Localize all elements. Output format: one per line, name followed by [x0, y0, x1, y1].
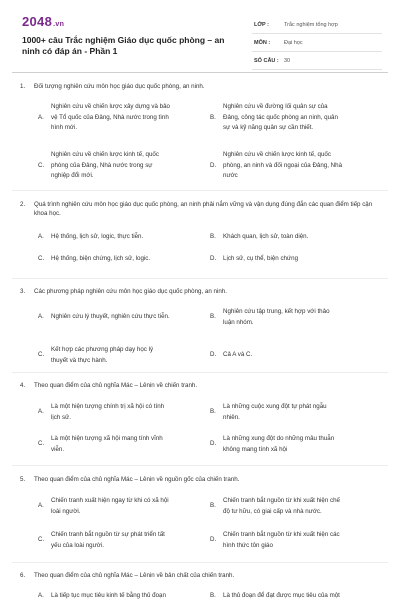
option-text-line: Nghiên cứu về chiến lược kinh tế, quốc: [51, 151, 159, 158]
option-text-line: Là một hiện tượng chính trị xã hội có tính: [51, 403, 165, 410]
option-letter: C.: [38, 255, 45, 262]
option-letter: A.: [38, 113, 44, 121]
option-letter: C.: [38, 351, 45, 359]
option-text-line: vệ Tổ quốc của Đảng, Nhà nước trong tình: [51, 113, 169, 121]
option-letter: D.: [210, 536, 217, 544]
question-number: 2.: [20, 201, 26, 208]
option-letter: A.: [38, 592, 44, 599]
option-letter: B.: [210, 502, 216, 510]
question-separator: [12, 562, 388, 563]
option-text-line: hình mới.: [51, 124, 78, 131]
option-text: [223, 496, 340, 517]
option-text-line: Là tiếp tục mục tiêu kinh tế bằng thủ đoạn: [51, 592, 166, 599]
option-text-line: luận nhóm.: [223, 318, 254, 326]
option-text-line: Chiến tranh bắt nguồn từ khi xuất hiện các: [223, 531, 340, 538]
option-text: [223, 402, 327, 423]
option-text-line: hình thức tôn giáo: [223, 541, 273, 549]
option-text-line: độ tư hữu, có giai cấp và nhà nước.: [223, 507, 322, 515]
option-text-line: không mang tính xã hội: [223, 445, 288, 453]
option-letter: B.: [210, 313, 216, 321]
option-text-line: Nghiên cứu lý thuyết, nghiên cứu thực tiễn.: [51, 313, 170, 320]
option-text: [223, 232, 308, 243]
document-title: 1000+ câu Trắc nghiệm Giáo dục quốc phòng – an ninh có đáp án - Phần 1: [22, 35, 225, 56]
option-letter: A.: [38, 313, 44, 320]
question-number: 5.: [20, 476, 26, 483]
question-number: 4.: [20, 382, 26, 389]
option-text-line: Chiến tranh bắt nguồn từ sự phát triển tất: [51, 531, 165, 538]
option-letter: C.: [38, 536, 45, 544]
option-text-line: Khách quan, lịch sử, toàn diện.: [223, 233, 309, 240]
question-separator: [12, 465, 388, 466]
option-text-line: phòng, an ninh và đối ngoại của Đảng, Nhà: [223, 161, 343, 169]
option-text-line: Đảng, công tác quốc phòng an ninh, quân: [223, 113, 338, 121]
header-divider: [12, 72, 388, 73]
option-letter: B.: [210, 113, 216, 121]
option-text-line: Nghiên cứu về chiến lược kinh tế, quốc: [223, 151, 331, 158]
question-text: Đối tượng nghiên cứu môn học giáo dục quốc phòng, an ninh.: [34, 83, 205, 90]
option-text: [51, 232, 143, 243]
question-text: Quá trình nghiên cứu môn học giáo dục quốc phòng, an ninh phải nắm vững và vận dụng đúng đắn các quan điểm tiếp cận khoa học.: [34, 201, 373, 217]
option-text-line: Nghiên cứu về chiến lược xây dựng và bảo: [51, 103, 170, 110]
option-text-line: yếu của loài người.: [51, 541, 104, 549]
option-text-line: sự và kỹ năng quân sự cần thiết.: [223, 124, 314, 131]
question-number: 1.: [20, 83, 26, 90]
option-text-line: Chiến tranh bắt nguồn từ khi xuất hiện chế: [223, 497, 340, 504]
option-letter: B.: [210, 233, 216, 240]
option-letter: D.: [210, 440, 217, 448]
option-text-line: lịch sử.: [51, 413, 71, 421]
option-text: [51, 530, 165, 551]
meta-row-subject: MÔN : Đại học: [252, 34, 382, 52]
option-text-line: Kết hợp các phương pháp dạy học lý: [51, 346, 154, 353]
option-text-line: Là thủ đoạn để đạt được mục tiêu của một: [223, 592, 340, 599]
meta-row-class: LỚP : Trắc nghiệm tổng hợp: [252, 16, 382, 34]
option-text: [223, 102, 338, 134]
option-text-line: Chiến tranh xuất hiện ngay từ khi có xã hội: [51, 497, 169, 504]
question-separator: [12, 278, 388, 279]
option-text: [223, 530, 340, 551]
site-logo[interactable]: [22, 14, 64, 29]
option-text: [51, 434, 163, 455]
option-letter: D.: [210, 161, 217, 169]
question-text: Các phương pháp nghiên cứu môn học giáo dục quốc phòng, an ninh.: [34, 288, 227, 295]
logo-tld: .vn: [53, 21, 65, 28]
question-text: Theo quan điểm của chủ nghĩa Mác – Lênin về nguồn gốc của chiến tranh.: [34, 476, 240, 483]
question-separator: [12, 190, 388, 191]
question-separator: [12, 372, 388, 373]
option-text: [51, 345, 153, 366]
option-text: [51, 312, 170, 323]
option-text: [223, 434, 334, 455]
question-number: 6.: [20, 572, 26, 579]
option-letter: A.: [38, 408, 44, 416]
option-text: [51, 254, 150, 265]
meta-row-count: SỐ CÂU : 30: [252, 52, 382, 70]
option-text: [51, 150, 159, 182]
option-letter: C.: [38, 161, 45, 169]
option-letter: D.: [210, 351, 217, 358]
option-letter: B.: [210, 592, 216, 599]
option-text-line: Là những cuộc xung đột tự phát ngẫu: [223, 403, 327, 410]
option-text-line: Là những xung đột do những mâu thuẫn: [223, 435, 335, 442]
option-text-line: Hệ thống, lịch sử, logic, thực tiễn.: [51, 233, 144, 240]
option-text: [223, 254, 298, 265]
option-text: [223, 350, 252, 361]
option-text-line: nước: [223, 172, 238, 179]
question-text: Theo quan điểm của chủ nghĩa Mác – Lênin về chiến tranh.: [34, 382, 198, 389]
option-text-line: Cả A và C.: [223, 351, 253, 358]
option-text-line: Là một hiện tượng xã hội mang tính vĩnh: [51, 435, 163, 442]
option-text: [223, 150, 342, 182]
question-text: Theo quan điểm của chủ nghĩa Mác – Lênin về bản chất của chiến tranh.: [34, 572, 235, 579]
option-letter: B.: [210, 408, 216, 416]
option-letter: A.: [38, 233, 44, 240]
option-letter: C.: [38, 440, 45, 448]
option-letter: A.: [38, 502, 44, 510]
option-text-line: loài người.: [51, 507, 81, 515]
option-text-line: Nghiên cứu về đường lối quân sự của: [223, 103, 328, 110]
option-text: [51, 496, 169, 517]
option-text: [51, 402, 164, 423]
option-text-line: nghiệp đổi mới.: [51, 172, 94, 179]
question-number: 3.: [20, 288, 26, 295]
option-letter: D.: [210, 255, 217, 262]
option-text-line: nhiên.: [223, 413, 240, 421]
option-text-line: thuyết và thực hành.: [51, 356, 108, 364]
option-text-line: Nghiên cứu tập trung, kết hợp với thảo: [223, 308, 330, 315]
option-text-line: phòng của Đảng, Nhà nước trong sự: [51, 161, 153, 169]
option-text-line: Hệ thống, biện chứng, lịch sử, logic.: [51, 255, 151, 262]
option-text-line: Lịch sử, cụ thể, biện chứng: [223, 255, 299, 262]
document-meta: [252, 16, 382, 70]
option-text-line: viễn.: [51, 445, 65, 453]
document-header: [0, 0, 400, 66]
option-text: [223, 307, 330, 328]
option-text: [51, 102, 170, 134]
logo-text: 2048: [22, 14, 53, 29]
